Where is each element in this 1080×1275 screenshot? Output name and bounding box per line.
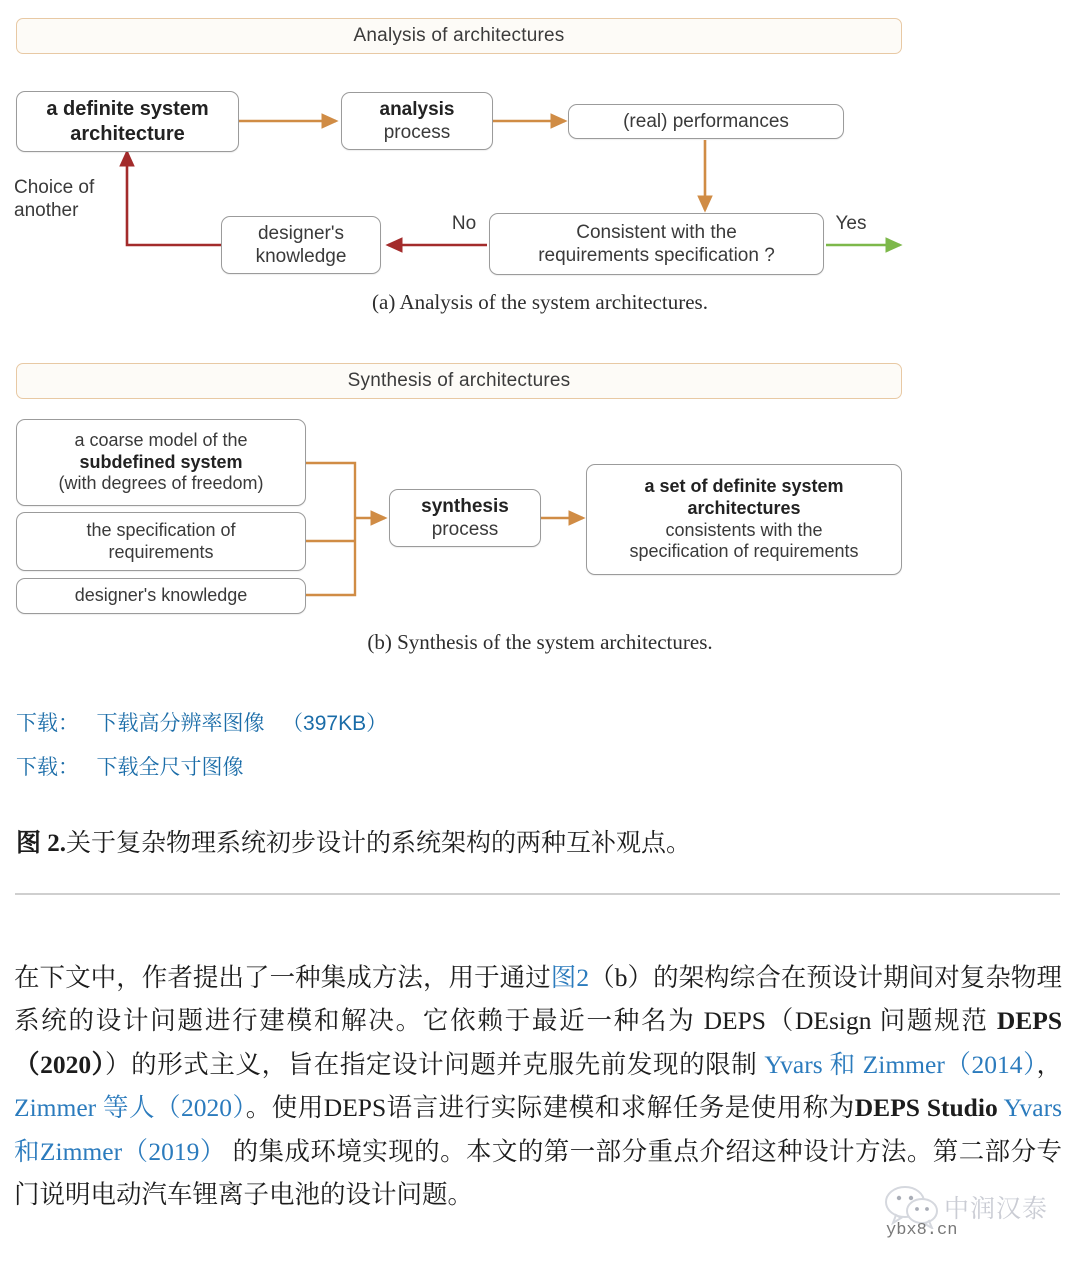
- node-line: process: [383, 122, 451, 143]
- node-line: consistents with the: [665, 519, 823, 540]
- node-analysis-process: [341, 92, 493, 150]
- label-line: Choice of: [14, 177, 95, 198]
- node-line: a set of definite system: [644, 475, 844, 496]
- section-divider: [15, 893, 1060, 895]
- node-line: a definite system: [46, 98, 209, 121]
- node-line: architectures: [687, 497, 801, 518]
- node-line: knowledge: [255, 246, 347, 267]
- node-specification-of-requirements: [16, 512, 306, 571]
- body-text-segment: 在下文中，作者提出了一种集成方法，用于通过: [14, 962, 551, 992]
- node-coarse-model: [16, 419, 306, 506]
- node-line: the specification of: [86, 519, 236, 540]
- body-text-segment: DEPS（2020）: [14, 1006, 1062, 1079]
- node-line: synthesis: [421, 495, 509, 517]
- node-line: (real) performances: [623, 110, 789, 132]
- node-real-performances: [568, 104, 844, 139]
- node-definite-system-architecture: [16, 91, 239, 152]
- node-designers-knowledge-b: [16, 578, 306, 614]
- figure-number: 图 2.: [16, 830, 67, 857]
- body-reference-link[interactable]: Yvars 和 Zimmer（2014）: [764, 1049, 1037, 1079]
- label-line: another: [14, 199, 79, 221]
- node-line: (with degrees of freedom): [58, 473, 264, 494]
- download-full-size-image-link[interactable]: 下载全尺寸图像: [96, 756, 244, 779]
- label-choice-of-another: [14, 177, 126, 223]
- body-reference-link[interactable]: Zimmer 等人（2020）: [14, 1093, 246, 1122]
- node-line: specification of requirements: [629, 541, 859, 562]
- label-no-text: No: [451, 213, 477, 234]
- node-line: a coarse model of the: [74, 429, 248, 450]
- download-size: （397KB）: [282, 712, 388, 735]
- node-consistent-with-requirements: [489, 213, 824, 275]
- figure-caption: [16, 823, 691, 859]
- body-text-segment: 的集成环境实现的。本文的第一部分重点介绍这种设计方法。第二部分专门说明电动汽车锂离子电池的设计问题。: [14, 1136, 1063, 1209]
- panel-b-caption: [0, 630, 1080, 655]
- download-row-hires: [16, 707, 387, 737]
- node-synthesis-process: [389, 489, 541, 547]
- body-reference-link[interactable]: 图2: [550, 962, 590, 992]
- body-text-segment: ，: [1036, 1049, 1062, 1079]
- label-yes-text: Yes: [835, 213, 867, 234]
- panel-b-banner: [16, 363, 902, 399]
- node-line: process: [431, 519, 499, 540]
- figure-caption-text: 关于复杂物理系统初步设计的系统架构的两种互补观点。: [66, 830, 692, 857]
- watermark: [884, 1181, 1074, 1247]
- body-text-segment: 。使用DEPS语言进行实际建模和求解任务是使用称为: [245, 1093, 855, 1122]
- node-line: architecture: [70, 122, 185, 145]
- node-line: subdefined system: [79, 451, 243, 472]
- panel-a-caption: [0, 290, 1080, 315]
- download-high-resolution-image-link[interactable]: 下载高分辨率图像: [96, 712, 265, 735]
- body-text-segment: ）的形式主义，旨在指定设计问题并克服先前发现的限制: [105, 1049, 765, 1079]
- node-line: designer's knowledge: [74, 585, 248, 606]
- panel-a-banner: [16, 18, 902, 54]
- node-set-of-definite-architectures: [586, 464, 902, 575]
- download-row-fullsize: [16, 751, 244, 781]
- node-designers-knowledge-a: [221, 216, 381, 274]
- panel-a-banner-label: Analysis of architectures: [353, 25, 565, 46]
- panel-b-caption-text: (b) Synthesis of the system architectures.: [367, 630, 713, 654]
- label-yes: [828, 213, 874, 236]
- download-label: 下载：: [16, 712, 79, 735]
- node-line: designer's: [257, 222, 344, 244]
- download-label: 下载：: [16, 756, 79, 779]
- body-text-segment: DEPS Studio: [854, 1093, 998, 1122]
- body-reference-link[interactable]: Yvars和Zimmer（2019）: [14, 1093, 1062, 1166]
- panel-b-banner-label: Synthesis of architectures: [347, 370, 571, 391]
- body-text-segment: （b）的架构综合在预设计期间对复杂物理系统的设计问题进行建模和解决。它依赖于最近一种名为 DEPS（DEsign 问题规范: [14, 962, 1062, 1035]
- node-line: analysis: [379, 98, 455, 120]
- watermark-brand: 中润汉泰: [944, 1196, 1049, 1223]
- node-line: requirements specification ?: [538, 245, 775, 266]
- watermark-url: ybx8.cn: [886, 1221, 958, 1240]
- node-line: requirements: [108, 541, 214, 562]
- panel-a-caption-text: (a) Analysis of the system architectures.: [372, 290, 708, 314]
- node-line: Consistent with the: [576, 221, 737, 243]
- body-paragraph: [14, 956, 1062, 1217]
- label-no: [444, 213, 484, 236]
